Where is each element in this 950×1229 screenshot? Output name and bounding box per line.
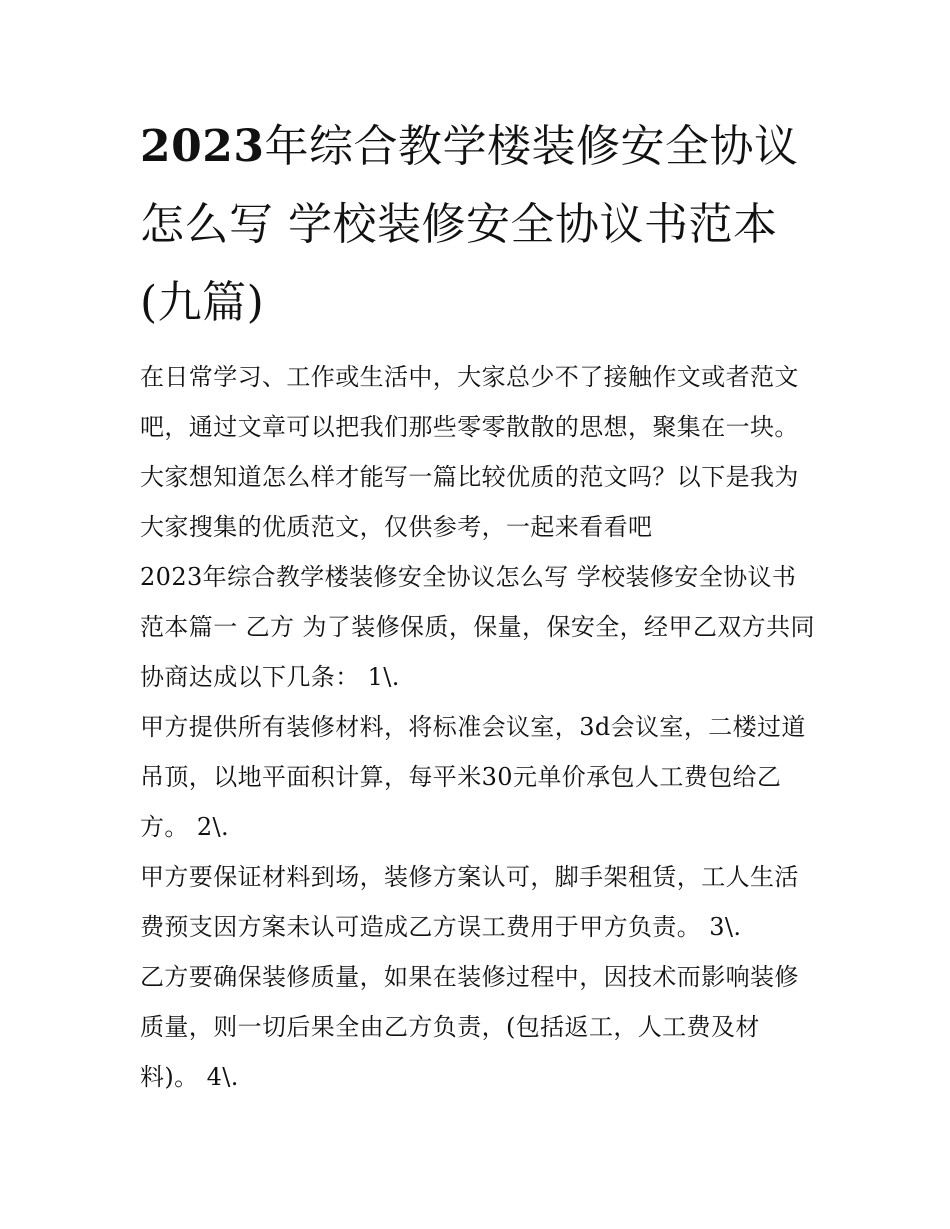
document-title (140, 108, 815, 342)
document-page (140, 108, 815, 1102)
body-paragraph-4: 乙方要确保装修质量，如果在装修过程中，因技术而影响装修质量，则一切后果全由乙方负责，(包括返工，人工费及材料)。 4\. (140, 963, 799, 1091)
body-paragraph-2: 甲方提供所有装修材料，将标准会议室，3d会议室，二楼过道吊顶，以地平面积计算，每平米30元单价承包人工费包给乙方。 2\. (140, 713, 806, 841)
intro-paragraph: 在日常学习、工作或生活中，大家总少不了接触作文或者范文吧，通过文章可以把我们那些零零散散的思想，聚集在一块。大家想知道怎么样才能写一篇比较优质的范文吗？以下是我为大家搜集的优质范文，仅供参考，一起来看看吧 (140, 363, 799, 541)
title-year: 2023 (140, 121, 265, 172)
body-paragraph-1: 2023年综合教学楼装修安全协议怎么写 学校装修安全协议书范本篇一 乙方 为了装修保质，保量，保安全，经甲乙双方共同协商达成以下几条： 1\. (140, 563, 815, 691)
body-paragraph-3: 甲方要保证材料到场，装修方案认可，脚手架租赁，工人生活费预支因方案未认可造成乙方误工费用于甲方负责。 3\. (140, 863, 799, 941)
title-text: 年综合教学楼装修安全协议怎么写 学校装修安全协议书范本(九篇) (140, 121, 799, 328)
